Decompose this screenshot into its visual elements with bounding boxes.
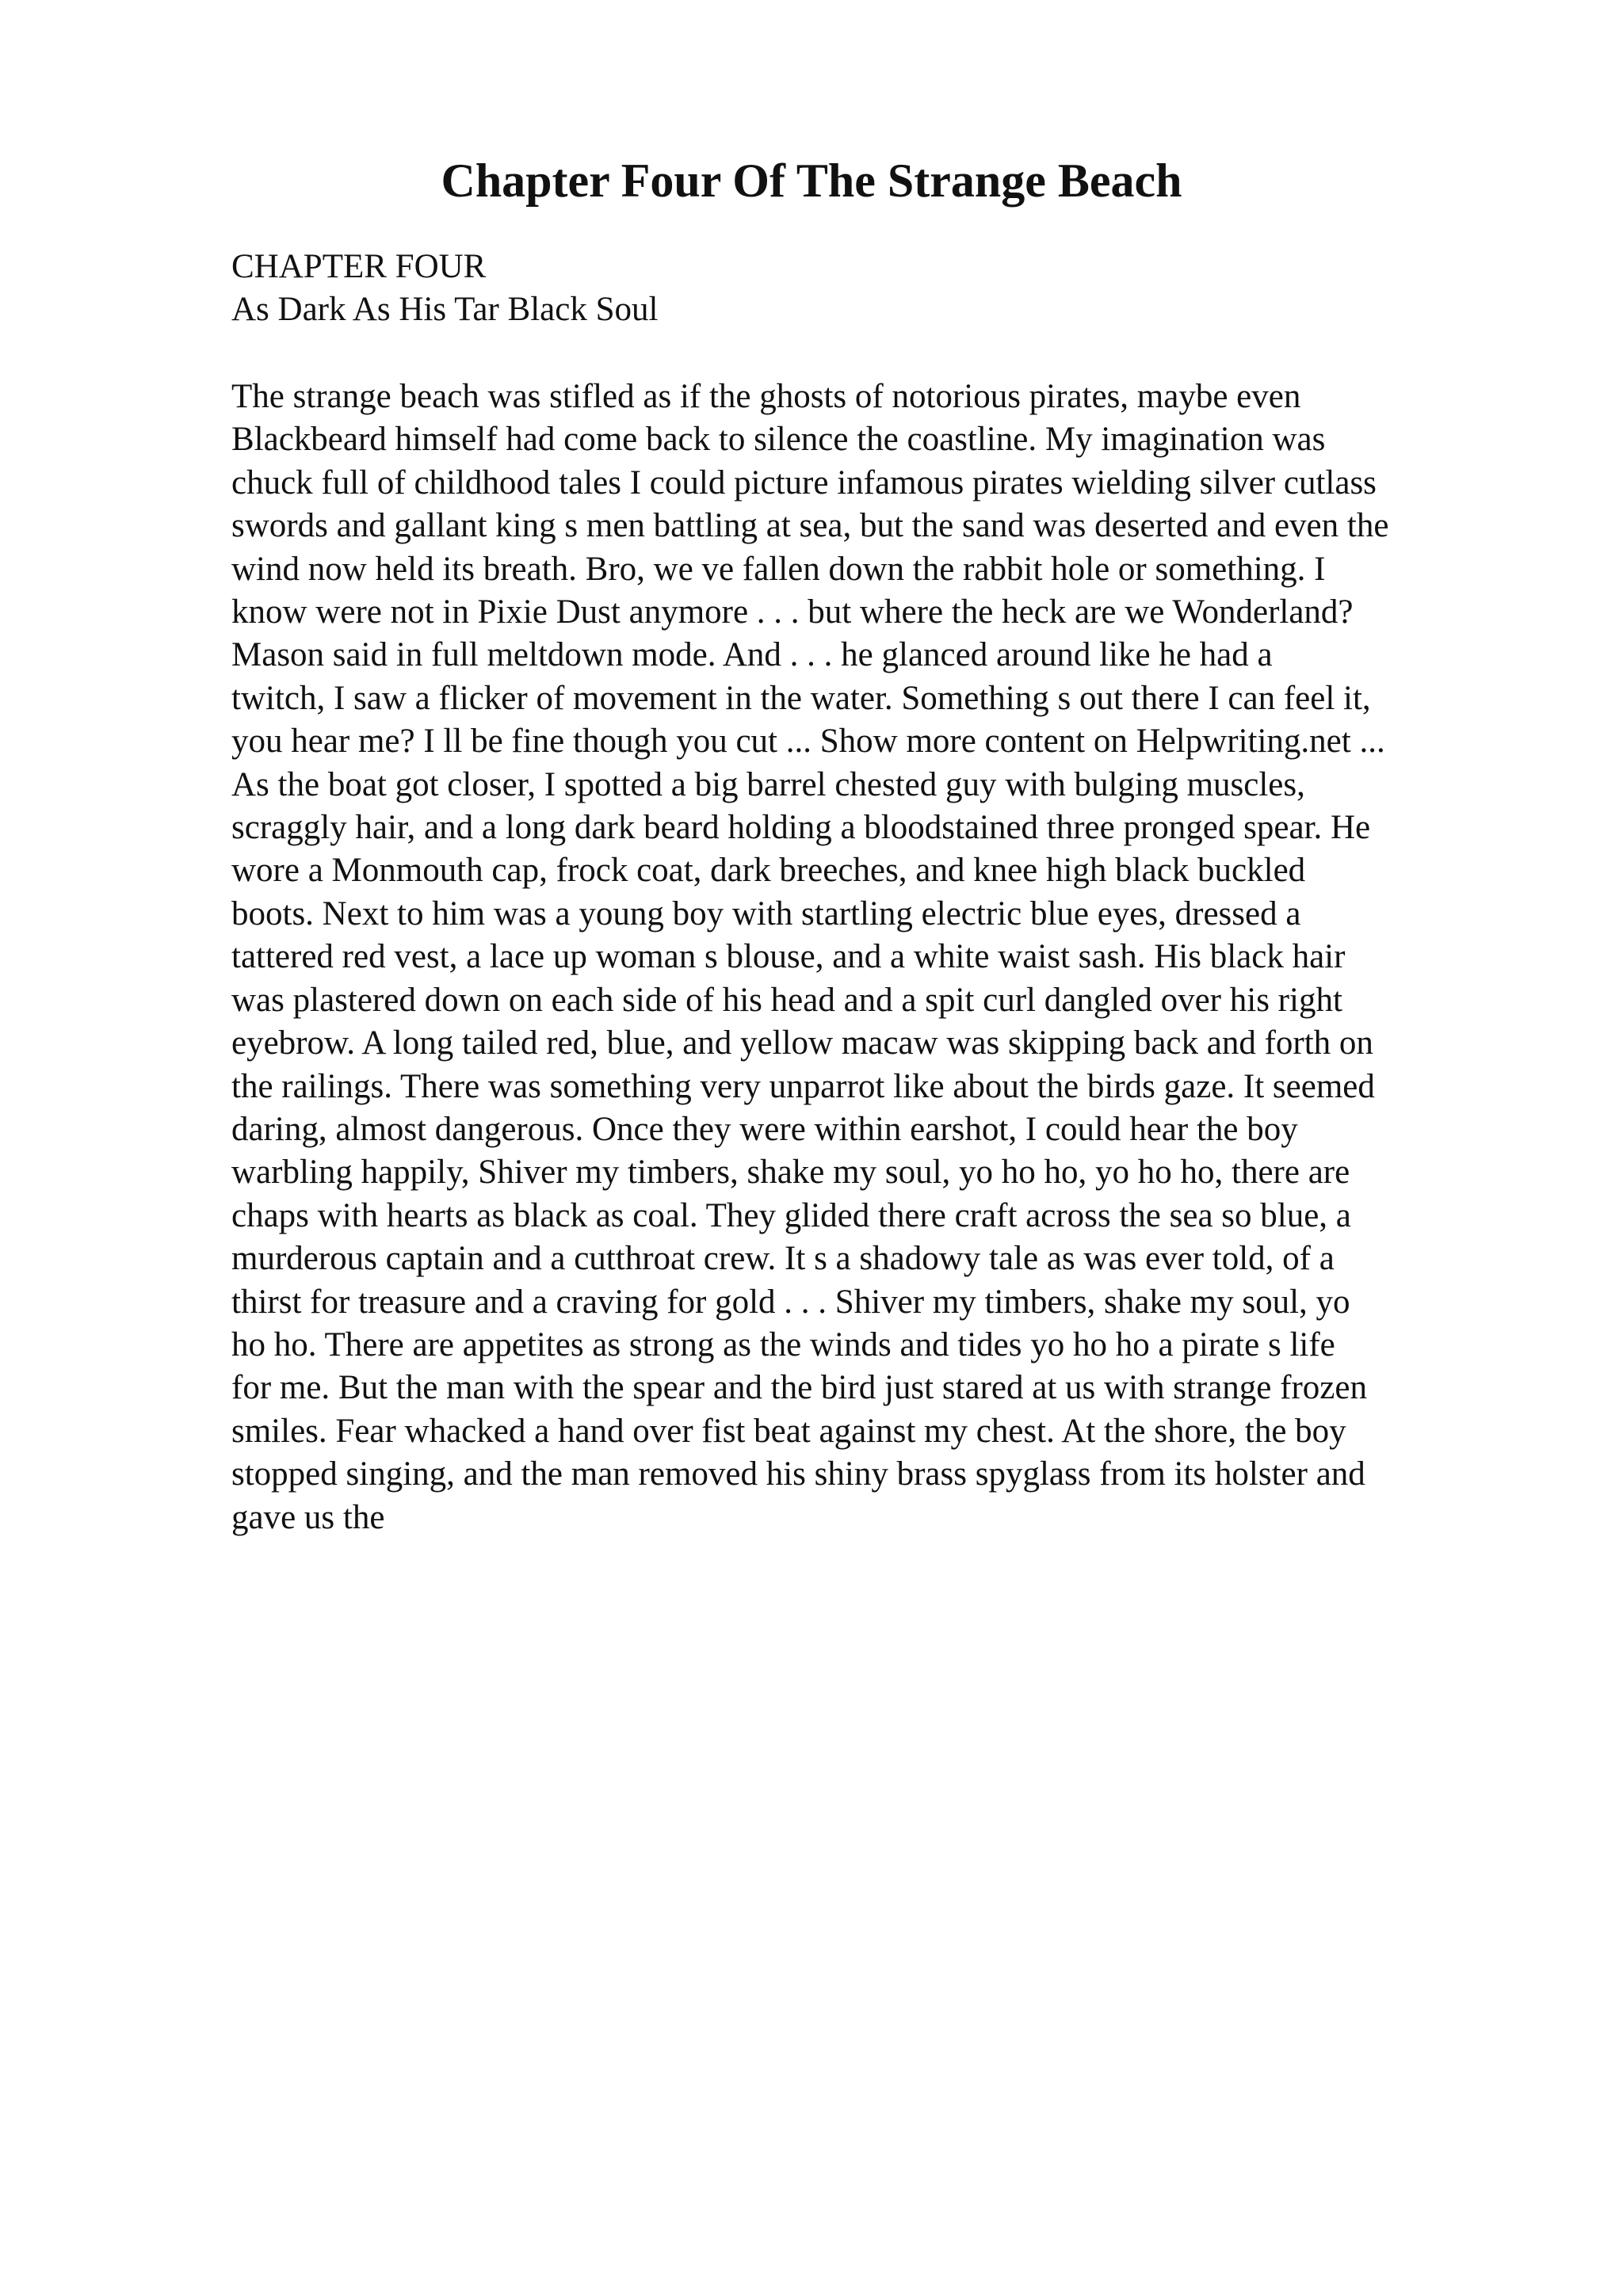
body-line: stopped singing, and the man removed his shiny brass spyglass from its holster and — [231, 1455, 1365, 1493]
page-title: Chapter Four Of The Strange Beach — [441, 154, 1182, 207]
body-line: wore a Monmouth cap, frock coat, dark breeches, and knee high black buckled — [231, 852, 1306, 890]
body-line: eyebrow. A long tailed red, blue, and yellow macaw was skipping back and forth on — [231, 1024, 1373, 1062]
body-line: know were not in Pixie Dust anymore . . . but where the heck are we Wonderland? — [231, 593, 1354, 631]
body-line: chaps with hearts as black as coal. They glided there craft across the sea so blue, a — [231, 1196, 1351, 1234]
body-line: thirst for treasure and a craving for gold . . . Shiver my timbers, shake my soul, yo — [231, 1283, 1350, 1321]
body-line: for me. But the man with the spear and the bird just stared at us with strange frozen — [231, 1369, 1367, 1407]
body-line: smiles. Fear whacked a hand over fist beat against my chest. At the shore, the boy — [231, 1412, 1346, 1450]
body-line: Mason said in full meltdown mode. And . . . he glanced around like he had a — [231, 636, 1273, 674]
body-line: The strange beach was stifled as if the ghosts of notorious pirates, maybe even — [231, 378, 1301, 415]
body-line: was plastered down on each side of his head and a spit curl dangled over his right — [231, 981, 1342, 1019]
body-paragraph — [231, 376, 1499, 1539]
body-line: boots. Next to him was a young boy with startling electric blue eyes, dressed a — [231, 894, 1301, 933]
body-line: swords and gallant king s men battling at sea, but the sand was deserted and even the — [231, 507, 1389, 545]
chapter-subtitle: As Dark As His Tar Black Soul — [231, 291, 659, 328]
body-line: daring, almost dangerous. Once they were within earshot, I could hear the boy — [231, 1110, 1298, 1148]
body-line: warbling happily, Shiver my timbers, shake my soul, yo ho ho, yo ho ho, there are — [231, 1154, 1350, 1192]
chapter-label: CHAPTER FOUR — [231, 248, 487, 285]
body-line: Blackbeard himself had come back to silence the coastline. My imagination was — [231, 421, 1326, 459]
body-line: scraggly hair, and a long dark beard holding a bloodstained three pronged spear. He — [231, 809, 1371, 847]
body-line: chuck full of childhood tales I could picture infamous pirates wielding silver cutlass — [231, 463, 1377, 502]
body-line: ho ho. There are appetites as strong as the winds and tides yo ho ho a pirate s life — [231, 1325, 1335, 1363]
body-line: murderous captain and a cutthroat crew. It s a shadowy tale as was ever told, of a — [231, 1240, 1335, 1278]
body-line: tattered red vest, a lace up woman s blouse, and a white waist sash. His black hair — [231, 938, 1346, 976]
body-line: wind now held its breath. Bro, we ve fallen down the rabbit hole or something. I — [231, 550, 1326, 588]
chapter-heading — [231, 246, 1499, 331]
body-line: gave us the — [231, 1498, 385, 1536]
body-line: As the boat got closer, I spotted a big barrel chested guy with bulging muscles, — [231, 765, 1305, 803]
body-line: you hear me? I ll be fine though you cut ... Show more content on Helpwriting.net ... — [231, 723, 1385, 761]
body-line: twitch, I saw a flicker of movement in the water. Something s out there I can feel it, — [231, 679, 1371, 717]
body-line: the railings. There was something very unparrot like about the birds gaze. It seemed — [231, 1067, 1375, 1105]
